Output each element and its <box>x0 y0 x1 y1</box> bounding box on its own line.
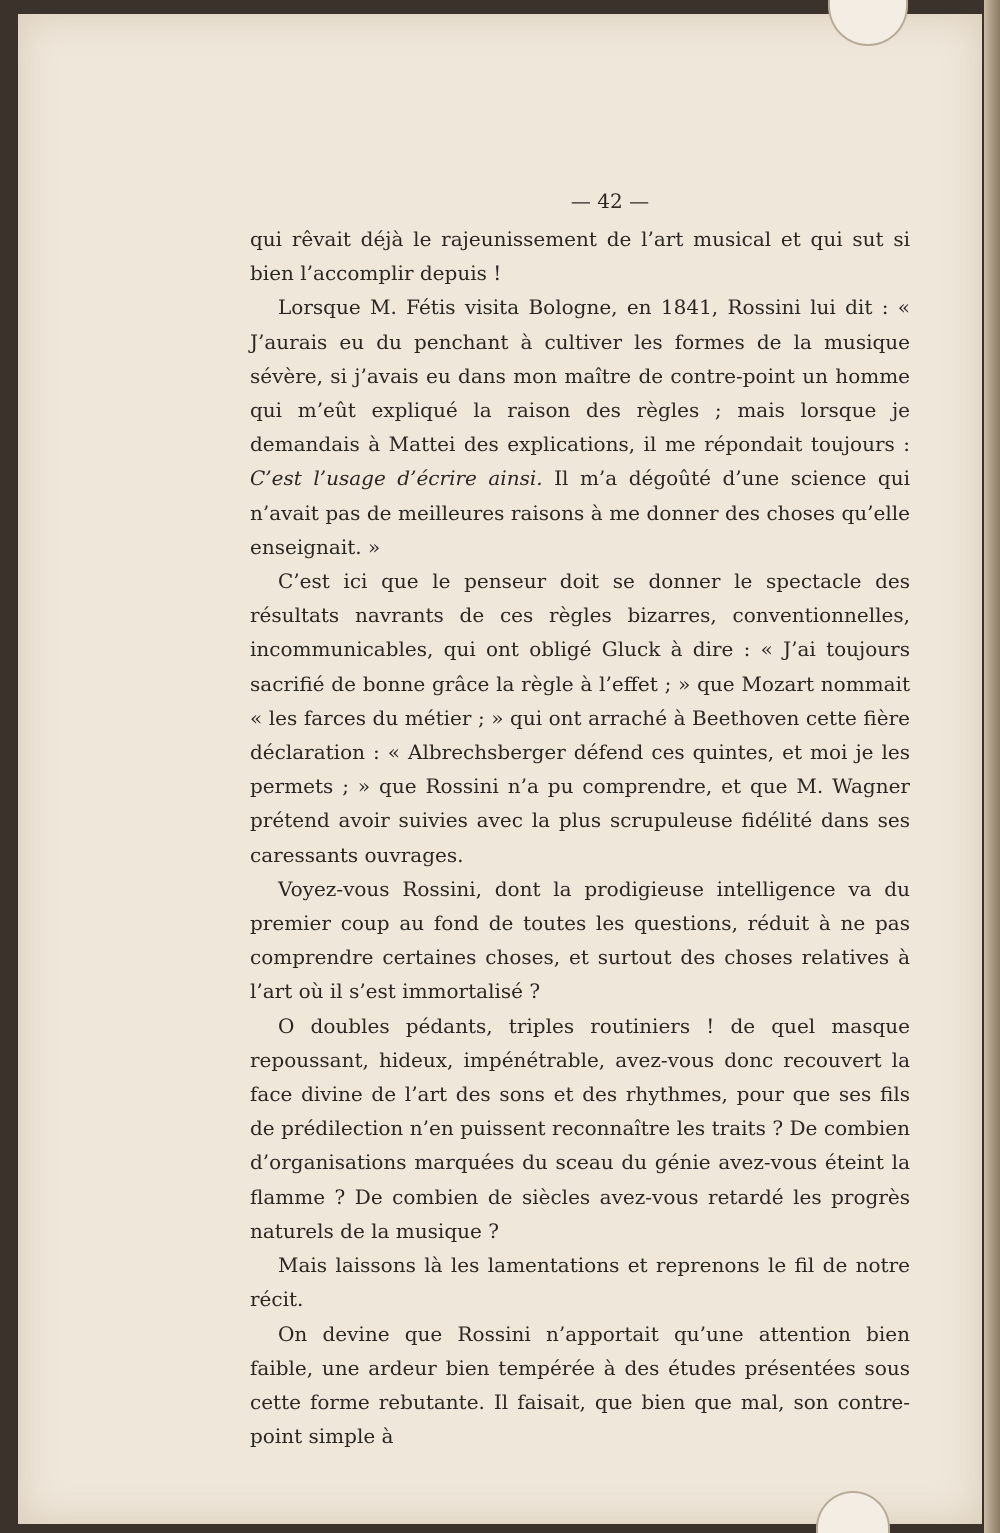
italic-quote: C’est l’usage d’écrire ainsi. <box>250 466 543 491</box>
paragraph-recit: Mais laissons là les lamentations et reprenons le fil de notre récit. <box>250 1253 910 1312</box>
paragraph-fetis-quote <box>250 290 910 564</box>
paragraph-fetis-quote-start: Lorsque M. Fétis visita Bologne, en 1841, Rossini lui dit : « J’aurais eu du penchant à cultiver les formes de la musique sévère, si j’avais eu dans mon maître de contre-point un homme qui m’eût expliqué la raison des règles ; mais lorsque je demandais à Mattei des explications, il me répondait toujours : <box>250 295 910 457</box>
page-number: — 42 — <box>570 189 650 213</box>
page-body <box>250 184 910 1453</box>
book-page <box>18 14 982 1524</box>
paragraph-pedants: O doubles pédants, triples routiniers ! de quel masque repoussant, hideux, impénétrable, avez-vous donc recouvert la face divine de l’art des sons et des rhythmes, pour que ses fils de prédilection n’en puissent reconnaître les traits ? De combien d’organisations marquées du sceau du génie avez-vous éteint la flamme ? De combien de siècles avez-vous retardé les progrès naturels de la musique ? <box>250 1013 910 1243</box>
paragraph-studies: On devine que Rossini n’apportait qu’une attention bien faible, une ardeur bien tempérée à des études présentées sous cette forme rebutante. Il faisait, que bien que mal, son contre-point simple à <box>250 1321 910 1449</box>
paragraph-continuation: qui rêvait déjà le rajeunissement de l’art musical et qui sut si bien l’accomplir depuis ! <box>250 227 910 286</box>
paragraph-fetis-quote-end: Il m’a dégoûté d’une science qui n’avait pas de meilleures raisons à me donner des choses qu’elle enseignait. » <box>250 466 910 559</box>
paragraph-rules: C’est ici que le penseur doit se donner le spectacle des résultats navrants de ces règles bizarres, conventionnelles, incommunicables, qui ont obligé Gluck à dire : « J’ai toujours sacrifié de bonne grâce la règle à l’effet ; » que Mozart nommait « les farces du métier ; » qui ont arraché à Beethoven cette fière déclaration : « Albrechsberger défend ces quintes, et moi je les permets ; » que Rossini n’a pu comprendre, et que M. Wagner prétend avoir suivies avec la plus scrupuleuse fidélité dans ses caressants ouvrages. <box>250 569 910 867</box>
book-edge <box>984 0 1000 1533</box>
paragraph-rossini: Voyez-vous Rossini, dont la prodigieuse intelligence va du premier coup au fond de toutes les questions, réduit à ne pas comprendre certaines choses, et surtout des choses relatives à l’art où il s’est immortalisé ? <box>250 876 910 1004</box>
